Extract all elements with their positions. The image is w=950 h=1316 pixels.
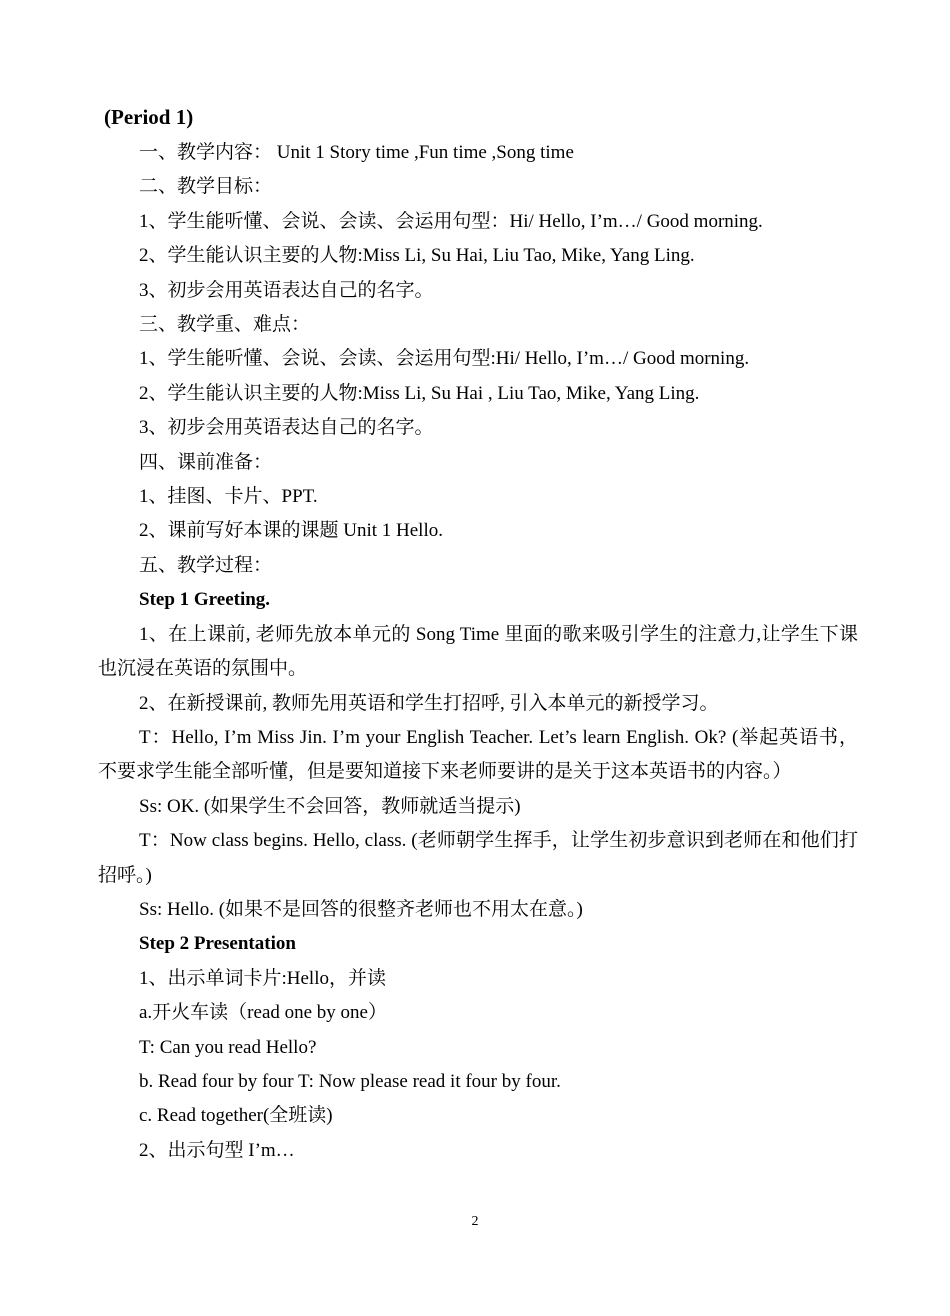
process-item: 1、出示单词卡片:Hello，并读 — [139, 967, 386, 989]
process-item: b. Read four by four T: Now please read it four by four. — [139, 1070, 561, 1092]
dialogue-line: T：Hello, I’m Miss Jin. I’m your English Teacher. Let’s learn English. Ok? (举起英语书，不要求学生能全部听懂，但是要知道接下来老师要讲的是关于这本英语书的内容。） — [98, 726, 858, 783]
step-heading: Step 2 Presentation — [139, 933, 296, 955]
dialogue-line: T: Can you read Hello? — [139, 1036, 317, 1058]
process-item: 2、出示句型 I’m… — [139, 1139, 295, 1161]
process-item: a.开火车读（read one by one） — [139, 1002, 387, 1024]
process-paragraph: 1、在上课前, 老师先放本单元的 Song Time 里面的歌来吸引学生的注意力,让学生下课也沉浸在英语的氛围中。 — [98, 623, 858, 680]
section-heading-preparation: 四、课前准备： — [139, 451, 273, 473]
process-item: c. Read together(全班读) — [139, 1105, 333, 1127]
preparation-item: 1、挂图、卡片、PPT. — [139, 486, 318, 508]
period-title: (Period 1) — [104, 105, 194, 129]
objective-item: 2、学生能认识主要的人物:Miss Li, Su Hai, Liu Tao, Mike, Yang Ling. — [139, 245, 695, 267]
process-paragraph: 2、在新授课前, 教师先用英语和学生打招呼, 引入本单元的新授学习。 — [139, 692, 719, 714]
preparation-item: 2、课前写好本课的课题 Unit 1 Hello. — [139, 520, 443, 542]
dialogue-line: T：Now class begins. Hello, class. (老师朝学生挥手，让学生初步意识到老师在和他们打招呼。) — [98, 830, 858, 886]
section-heading-objectives: 二、教学目标： — [139, 176, 273, 198]
lesson-plan-body — [98, 136, 858, 1168]
page-number: 2 — [471, 1214, 479, 1229]
section-heading-process: 五、教学过程： — [139, 554, 273, 576]
objective-item: 1、学生能听懂、会说、会读、会运用句型：Hi/ Hello, I’m…/ Good morning. — [139, 210, 763, 232]
objective-item: 3、初步会用英语表达自己的名字。 — [139, 279, 434, 301]
section-heading-key-points: 三、教学重、难点： — [139, 314, 311, 336]
key-point-item: 3、初步会用英语表达自己的名字。 — [139, 417, 434, 439]
dialogue-line: Ss: Hello. (如果不是回答的很整齐老师也不用太在意。) — [139, 898, 583, 920]
key-point-item: 1、学生能听懂、会说、会读、会运用句型:Hi/ Hello, I’m…/ Good morning. — [139, 348, 750, 370]
teaching-content-line: 一、教学内容： Unit 1 Story time ,Fun time ,Song time — [139, 142, 574, 163]
dialogue-line: Ss: OK. (如果学生不会回答，教师就适当提示) — [139, 795, 521, 817]
step-heading: Step 1 Greeting. — [139, 589, 271, 611]
key-point-item: 2、学生能认识主要的人物:Miss Li, Su Hai , Liu Tao, Mike, Yang Ling. — [139, 382, 700, 404]
